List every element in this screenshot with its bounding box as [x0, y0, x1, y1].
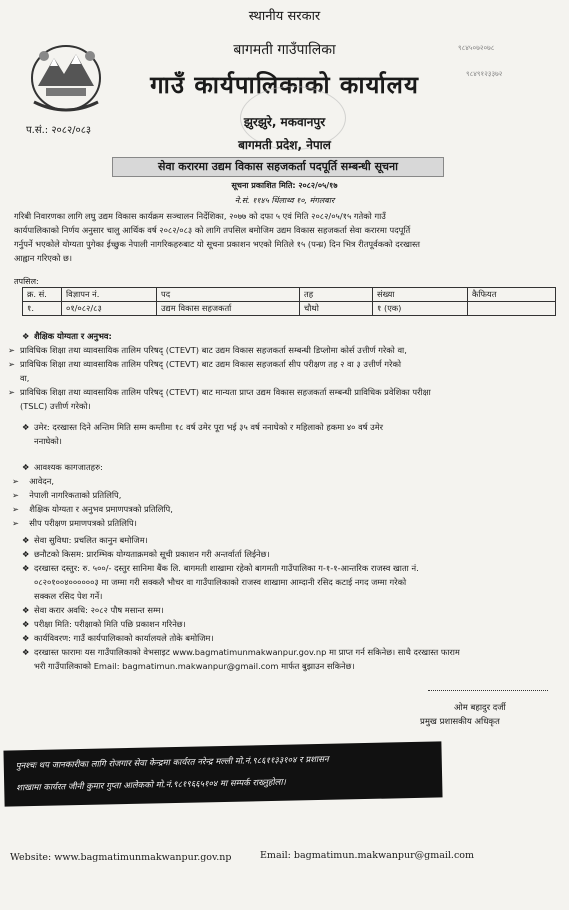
list-item: (TSLC) उत्तीर्ण गरेको। [20, 401, 91, 411]
list-item: ➢ सीप परीक्षण प्रमाणपत्रको प्रतिलिपि। [12, 518, 137, 528]
age-section [22, 420, 556, 448]
intro-line: कार्यपालिकाको निर्णय अनुसार चालु आर्थिक वर्ष २०८२/०८३ को लागि तपसिल बमोजिम उद्यम विकास सहजकर्ता सेवा करारमा पदपूर्ति [14, 225, 411, 235]
list-item: ❖ दरखास्त दस्तुर: रु. ५००/- दस्तुर सानिमा बैंक लि. बागमती शाखामा रहेको बागमती गाउँपालिका ग-१-१-आन्तरिक राजस्व खाता नं. [22, 563, 419, 573]
col-header-post: पद [157, 288, 300, 302]
list-item: ❖ आवश्यक कागजातहरु: [22, 462, 103, 472]
phone-number-2: ९८४९१२३३७२ [466, 70, 503, 78]
qualification-section [8, 329, 556, 413]
qualification-heading: ❖ शैक्षिक योग्यता र अनुभव: [22, 331, 112, 341]
col-header-sn: क्र. सं. [23, 288, 62, 302]
cell-post: उद्यम विकास सहजकर्ता [157, 302, 300, 316]
footnote-band [3, 741, 442, 806]
cell-sn: १. [23, 302, 62, 316]
header-place: झुरझुरे, मकवानपुर [243, 115, 326, 129]
list-item: ❖ सेवा सुविधा: प्रचलित कानुन बमोजिम। [22, 535, 148, 545]
header-province: बागमती प्रदेश, नेपाल [238, 138, 331, 152]
list-item: वा, [20, 373, 30, 383]
list-item: ➢ आवेदन, [12, 476, 55, 486]
footnote-line: पुनश्चः थप जानकारीका लागि रोजगार सेवा केन्द्रमा कार्यरत नरेन्द्र मल्ली मो.नं.९८६११३३१०४ र प्रशासन [15, 754, 329, 772]
published-date: सूचना प्रकाशित मिति: २०८२/०५/१७ [231, 181, 338, 190]
intro-line: गरिबी निवारणका लागि लघु उद्यम विकास कार्यक्रम सञ्चालन निर्देशिका, २०७७ को दफा ५ एवं मिति २०८२/०५/१५ गतेको गाउँ [14, 211, 386, 221]
signature-line [428, 690, 548, 691]
list-item: ननाघेको। [34, 436, 62, 446]
footer-email[interactable]: Email: bagmatimun.makwanpur@gmail.com [260, 850, 475, 861]
conditions-section [22, 533, 556, 673]
col-header-level: तह [300, 288, 373, 302]
header-line1: स्थानीय सरकार [248, 9, 321, 24]
intro-line: गर्नुपर्ने भएकोले योग्यता पुगेका ईच्छुक नेपाली नागरिकहरुबाट यो सूचना प्रकाशन भएको मितिले १५ (पन्ध्र) दिन भित्र रीतपूर्वकको दरखास्त [14, 239, 420, 249]
col-header-remarks: कैफियत [468, 288, 556, 302]
documents-section [12, 460, 556, 530]
list-item: ०८२०१००४००००००३ मा जम्मा गरी सक्कलै भौचर वा गाउँपालिकाको राजस्व शाखामा आम्दानी रसिद कटाई नगद जम्मा गरेको [34, 577, 407, 587]
intro-paragraph [14, 209, 554, 265]
footnote-line: शाखामा कार्यरत जीनी कुमार गुप्ता आलेकको मो.नं.९८१९६६५१०४ मा सम्पर्क राख्नुहोला। [16, 777, 286, 794]
table-header-row [23, 288, 556, 302]
cell-ad-no: ०१/०८२/८३ [62, 302, 157, 316]
list-item: ➢ प्राविधिक शिक्षा तथा व्यावसायिक तालिम परिषद् (CTEVT) बाट उद्यम विकास सहजकर्ता सम्बन्धी डिप्लोमा कोर्स उत्तीर्ण गरेको वा, [8, 345, 407, 355]
notice-title: सेवा करारमा उद्यम विकास सहजकर्ता पदपूर्ति सम्बन्धी सूचना [112, 157, 444, 177]
cell-level: चौथो [300, 302, 373, 316]
list-item: ➢ नेपाली नागरिकताको प्रतिलिपि, [12, 490, 122, 500]
footer-website[interactable]: Website: www.bagmatimunmakwanpur.gov.np [10, 852, 232, 863]
nepal-sambat-date: ने.सं. ११४५ थिंलाथ्व १०, मंगलबार [234, 196, 335, 205]
list-item: ❖ उमेर: दरखास्त दिने अन्तिम मिति सम्म कम्तीमा १८ वर्ष उमेर पूरा भई ३५ वर्ष ननाघेको र महिलाको हकमा ४० वर्ष उमेर [22, 422, 384, 432]
list-item: ➢ शैक्षिक योग्यता र अनुभव प्रमाणपत्रको प्रतिलिपि, [12, 504, 173, 514]
vacancy-table [22, 287, 556, 316]
intro-line: आह्वान गरिएको छ। [14, 253, 72, 263]
list-item: ❖ सेवा करार अवधि: २०८२ पौष मसान्त सम्म। [22, 605, 164, 615]
col-header-ad-no: विज्ञापन नं. [62, 288, 157, 302]
header-line2: बागमती गाउँपालिका [233, 42, 336, 58]
cell-count: १ (एक) [373, 302, 468, 316]
signatory-name: ओम बहादुर दर्जी [454, 703, 506, 713]
list-item: ❖ दरखास्त फारामः यस गाउँपालिकाको वेभसाइट www.bagmatimunmakwanpur.gov.np मा प्राप्त गर्न सकिनेछ। साथै दरखास्त फाराम [22, 647, 460, 657]
table-row [23, 302, 556, 316]
tapsil-label: तपसिल: [14, 277, 39, 286]
signatory-designation: प्रमुख प्रशासकीय अधिकृत [420, 717, 500, 727]
list-item: ➢ प्राविधिक शिक्षा तथा व्यावसायिक तालिम परिषद् (CTEVT) बाट उद्यम विकास सहजकर्ता सीप परीक्षण तह २ वा ३ उत्तीर्ण गरेको [8, 359, 402, 369]
list-item: ❖ कार्यविवरण: गाउँ कार्यपालिकाको कार्यालयले तोके बमोजिम। [22, 633, 214, 643]
list-item: भरी गाउँपालिकाको Email: bagmatimun.makwanpur@gmail.com मार्फत बुझाउन सकिनेछ। [34, 661, 355, 671]
phone-number-1: ९८४५०७२०७८ [458, 44, 495, 52]
cell-remarks [468, 302, 556, 316]
col-header-count: संख्या [373, 288, 468, 302]
office-title: गाउँ कार्यपालिकाको कार्यालय [150, 71, 419, 99]
list-item: ➢ प्राविधिक शिक्षा तथा व्यावसायिक तालिम परिषद् (CTEVT) बाट मान्यता प्राप्त उद्यम विकास सहजकर्ता सम्बन्धी प्राविधिक प्रवेशिका परीक्षा [8, 387, 431, 397]
reference-number: प.सं.: २०८२/०८३ [26, 125, 92, 136]
list-item: ❖ छनौटको किसम: प्रारम्भिक योग्यताक्रमको सूची प्रकाशन गरी अन्तर्वार्ता लिईनेछ। [22, 549, 270, 559]
list-item: ❖ परीक्षा मिति: परीक्षाको मिति पछि प्रकाशन गरिनेछ। [22, 619, 186, 629]
list-item: सक्कल रसिद पेश गर्ने। [34, 591, 103, 601]
